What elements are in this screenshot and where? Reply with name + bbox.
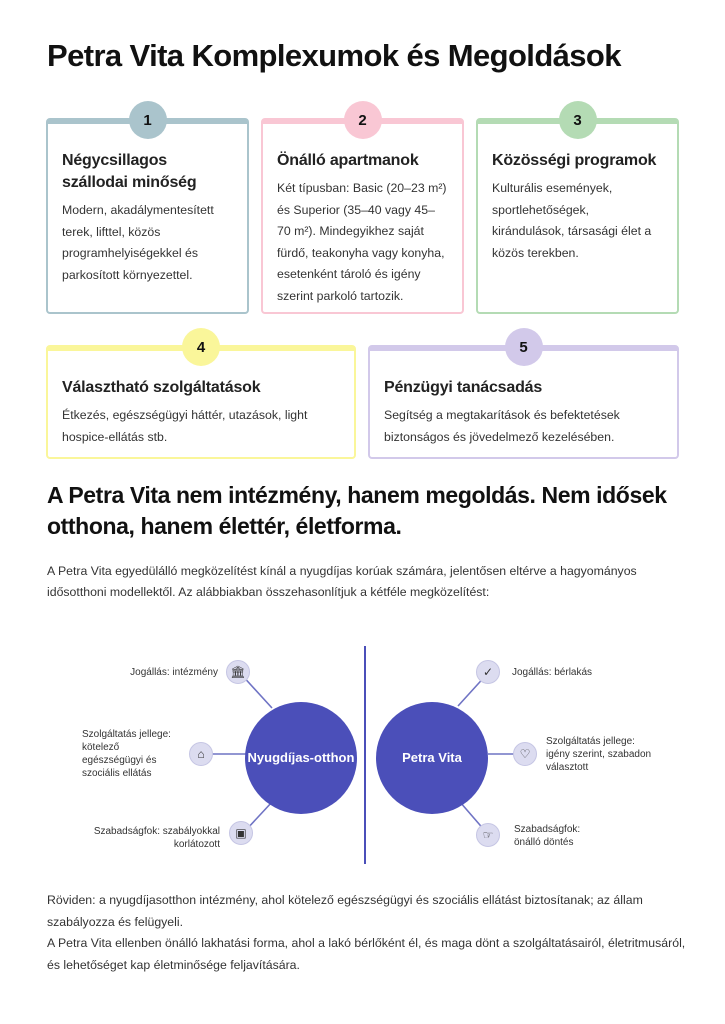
feature-card-1	[46, 111, 249, 314]
hub-petra-vita: Petra Vita	[376, 702, 488, 814]
page-title: Petra Vita Komplexumok és Megoldások	[47, 38, 621, 73]
summary-line-2: A Petra Vita ellenben önálló lakhatási forma, ahol a lakó bérlőként él, és maga dönt a szolgáltatásairól, életritmusáról, és lehetőséget kap életminősége feljavítására.	[47, 936, 686, 972]
card-title: Pénzügyi tanácsadás	[384, 379, 543, 396]
card-title: Négycsillagos szállodai minőség	[62, 152, 197, 191]
summary-line-1: Röviden: a nyugdíjasotthon intézmény, ahol kötelező egészségügyi és szociális ellátást biztosítanak; az állam szabályozza és felügyeli.	[47, 893, 643, 929]
restricted-icon: ▣	[229, 821, 253, 845]
card-text: Étkezés, egészségügyi háttér, utazások, light hospice-ellátás stb.	[62, 408, 308, 444]
check-icon: ✓	[476, 660, 500, 684]
card-text: Segítség a megtakarítások és befektetések biztonságos és jövedelmező kezelésében.	[384, 408, 620, 444]
feature-card-5	[368, 338, 679, 459]
card-number-badge: 1	[129, 101, 167, 139]
comparison-diagram	[0, 640, 725, 870]
card-number-badge: 3	[559, 101, 597, 139]
feature-card-3	[476, 111, 679, 314]
card-number-badge: 4	[182, 328, 220, 366]
feature-card-4	[46, 338, 356, 459]
left-label-szolgaltatas: Szolgáltatás jellege: kötelező egészségügyi és szociális ellátás	[82, 729, 171, 779]
summary	[47, 890, 697, 976]
left-label-szabadsagfok: Szabadságfok: szabályokkal korlátozott	[93, 826, 220, 850]
card-text: Modern, akadálymentesített terek, lifttel, közös programhelyiségekkel és parkosított környezettel.	[62, 203, 214, 282]
card-title: Közösségi programok	[492, 152, 657, 169]
card-number-badge: 5	[505, 328, 543, 366]
pointing-hand-icon: ☞	[476, 823, 500, 847]
left-label-jogallas: Jogállás: intézmény	[130, 667, 218, 678]
right-label-szolgaltatas: Szolgáltatás jellege: igény szerint, szabadon választott	[546, 736, 652, 773]
feature-card-2	[261, 111, 464, 314]
house-care-icon: ⌂	[189, 742, 213, 766]
card-title: Önálló apartmanok	[277, 152, 419, 169]
section-intro: A Petra Vita egyedülálló megközelítést kínál a nyugdíjas korúak számára, jelentősen eltérve a hagyományos idősotthoni modellektől. Az alábbiakban összehasonlítjuk a kétféle megközelítést:	[47, 564, 637, 599]
card-title: Választható szolgáltatások	[62, 379, 261, 396]
hub-nyugdijasotthon: Nyugdíjas-otthon	[245, 702, 357, 814]
bank-icon: 🏛	[226, 660, 250, 684]
hands-care-icon: ♡	[513, 742, 537, 766]
card-text: Kulturális események, sportlehetőségek, kirándulások, társasági élet a közös terekben.	[492, 181, 652, 260]
card-number-badge: 2	[344, 101, 382, 139]
right-label-szabadsagfok: Szabadságfok: önálló döntés	[514, 824, 581, 848]
section-heading: A Petra Vita nem intézmény, hanem megoldás. Nem idősek otthona, hanem élettér, életforma.	[47, 482, 667, 539]
right-label-jogallas: Jogállás: bérlakás	[512, 667, 593, 678]
card-text: Két típusban: Basic (20–23 m²) és Superior (35–40 vagy 45–70 m²). Mindegyikhez saját fürdő, teakonyha vagy konyha, esetenként tároló és igény szerint parkoló tartozik.	[277, 181, 447, 303]
